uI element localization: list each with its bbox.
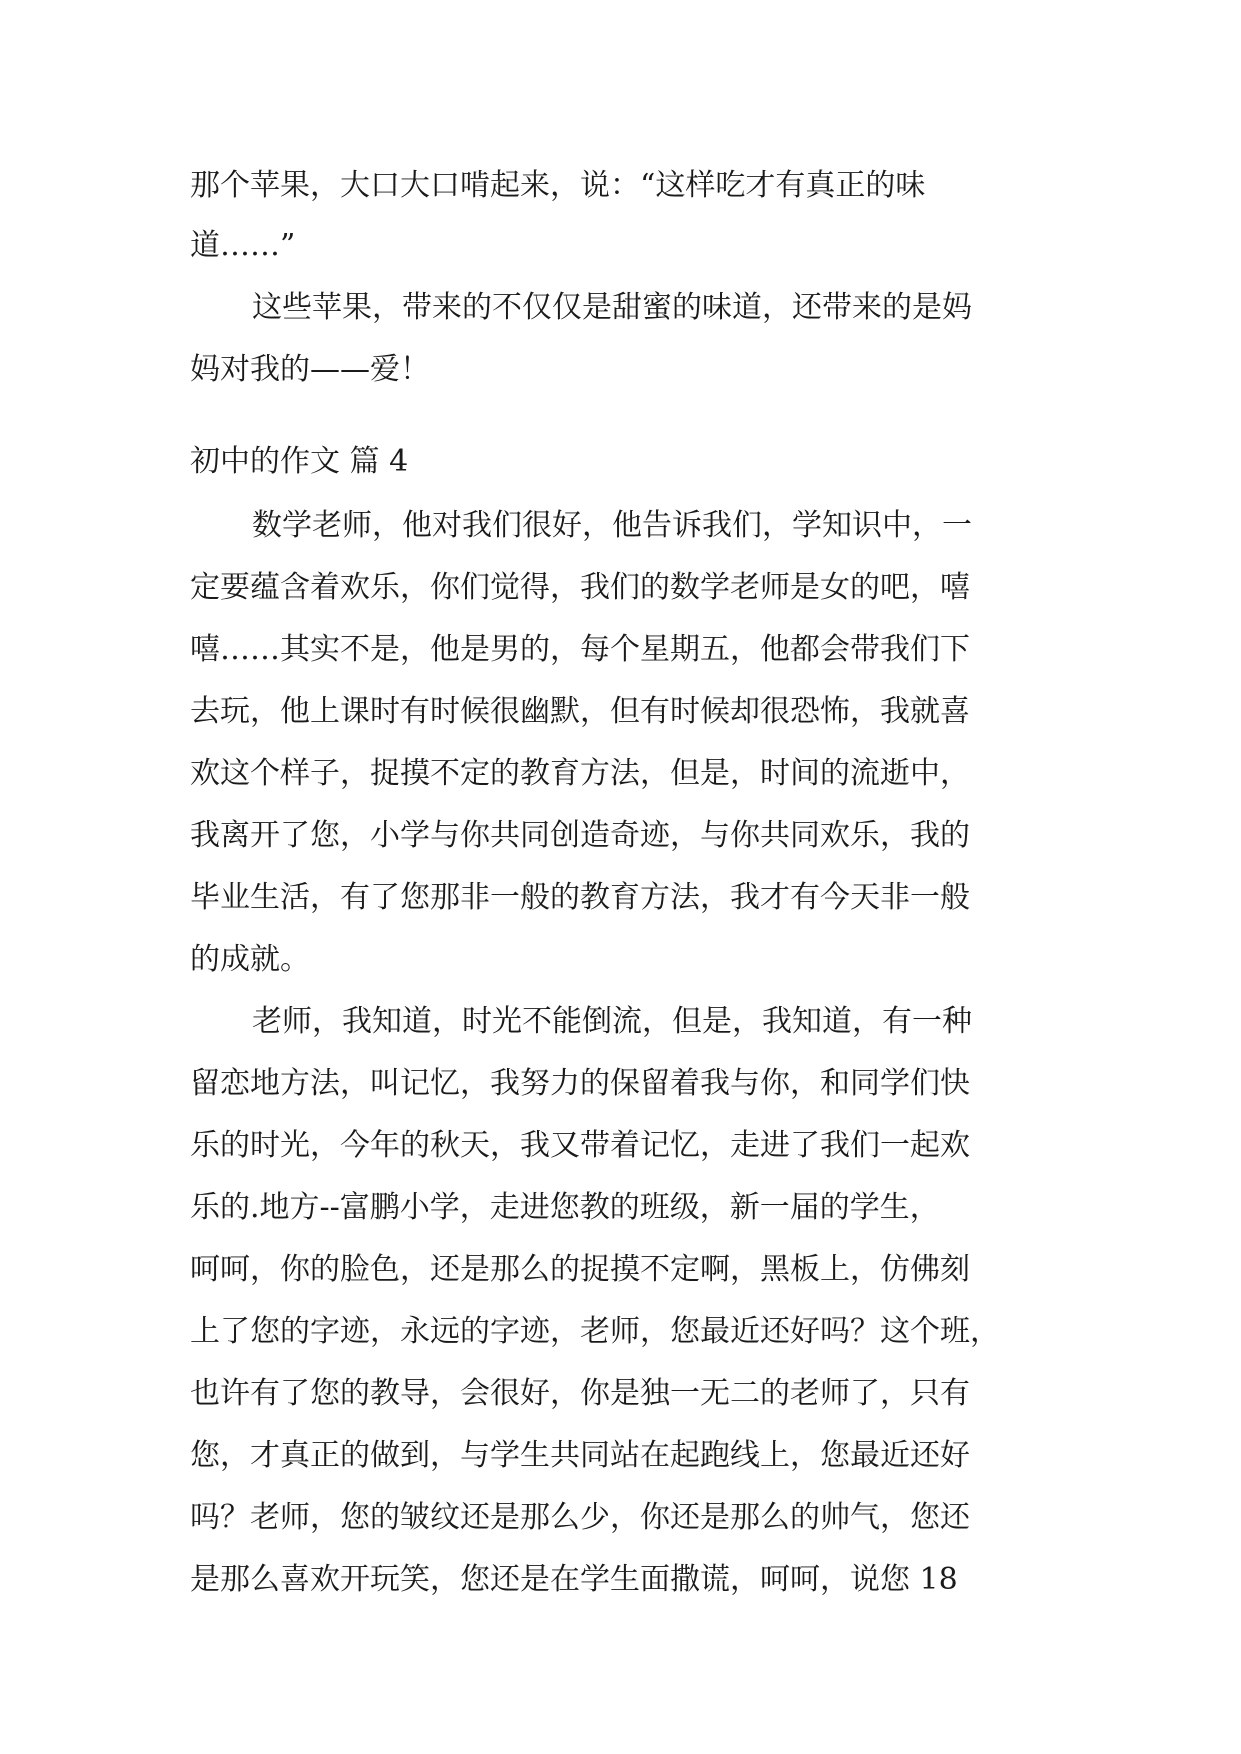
text-line: 乐的.地方--富鹏小学，走进您教的班级，新一届的学生， <box>190 1190 940 1225</box>
paragraph-first-line: 老师，我知道，时光不能倒流，但是，我知道，有一种 <box>252 1004 972 1039</box>
text-line: 也许有了您的教导，会很好，你是独一无二的老师了，只有 <box>190 1376 970 1411</box>
section-heading: 初中的作文 篇 4 <box>190 444 409 479</box>
text-line: 欢这个样子，捉摸不定的教育方法，但是，时间的流逝中， <box>190 756 970 791</box>
text-line: 您，才真正的做到，与学生共同站在起跑线上，您最近还好 <box>190 1438 970 1473</box>
text-line: 妈对我的——爱！ <box>190 352 430 387</box>
paragraph-first-line: 这些苹果，带来的不仅仅是甜蜜的味道，还带来的是妈 <box>252 290 972 325</box>
text-line: 定要蕴含着欢乐，你们觉得，我们的数学老师是女的吧，嘻 <box>190 570 970 605</box>
text-line: 去玩，他上课时有时候很幽默，但有时候却很恐怖，我就喜 <box>190 694 970 729</box>
text-line: 呵呵，你的脸色，还是那么的捉摸不定啊，黑板上，仿佛刻 <box>190 1252 970 1287</box>
text-line: 乐的时光，今年的秋天，我又带着记忆，走进了我们一起欢 <box>190 1128 970 1163</box>
text-line: 毕业生活，有了您那非一般的教育方法，我才有今天非一般 <box>190 880 970 915</box>
text-line: 留恋地方法，叫记忆，我努力的保留着我与你，和同学们快 <box>190 1066 970 1101</box>
text-line: 那个苹果，大口大口啃起来，说：“这样吃才有真正的味 <box>190 168 926 203</box>
text-line: 是那么喜欢开玩笑，您还是在学生面撒谎，呵呵，说您 18 <box>190 1562 958 1597</box>
text-line: 我离开了您，小学与你共同创造奇迹，与你共同欢乐，我的 <box>190 818 970 853</box>
text-line: 吗？老师，您的皱纹还是那么少，你还是那么的帅气，您还 <box>190 1500 970 1535</box>
paragraph-first-line: 数学老师，他对我们很好，他告诉我们，学知识中，一 <box>252 508 972 543</box>
text-line: 嘻……其实不是，他是男的，每个星期五，他都会带我们下 <box>190 632 970 667</box>
text-line: 上了您的字迹，永远的字迹，老师，您最近还好吗？这个班， <box>190 1314 1000 1349</box>
text-line: 道……” <box>190 228 296 263</box>
text-line: 的成就。 <box>190 942 310 977</box>
